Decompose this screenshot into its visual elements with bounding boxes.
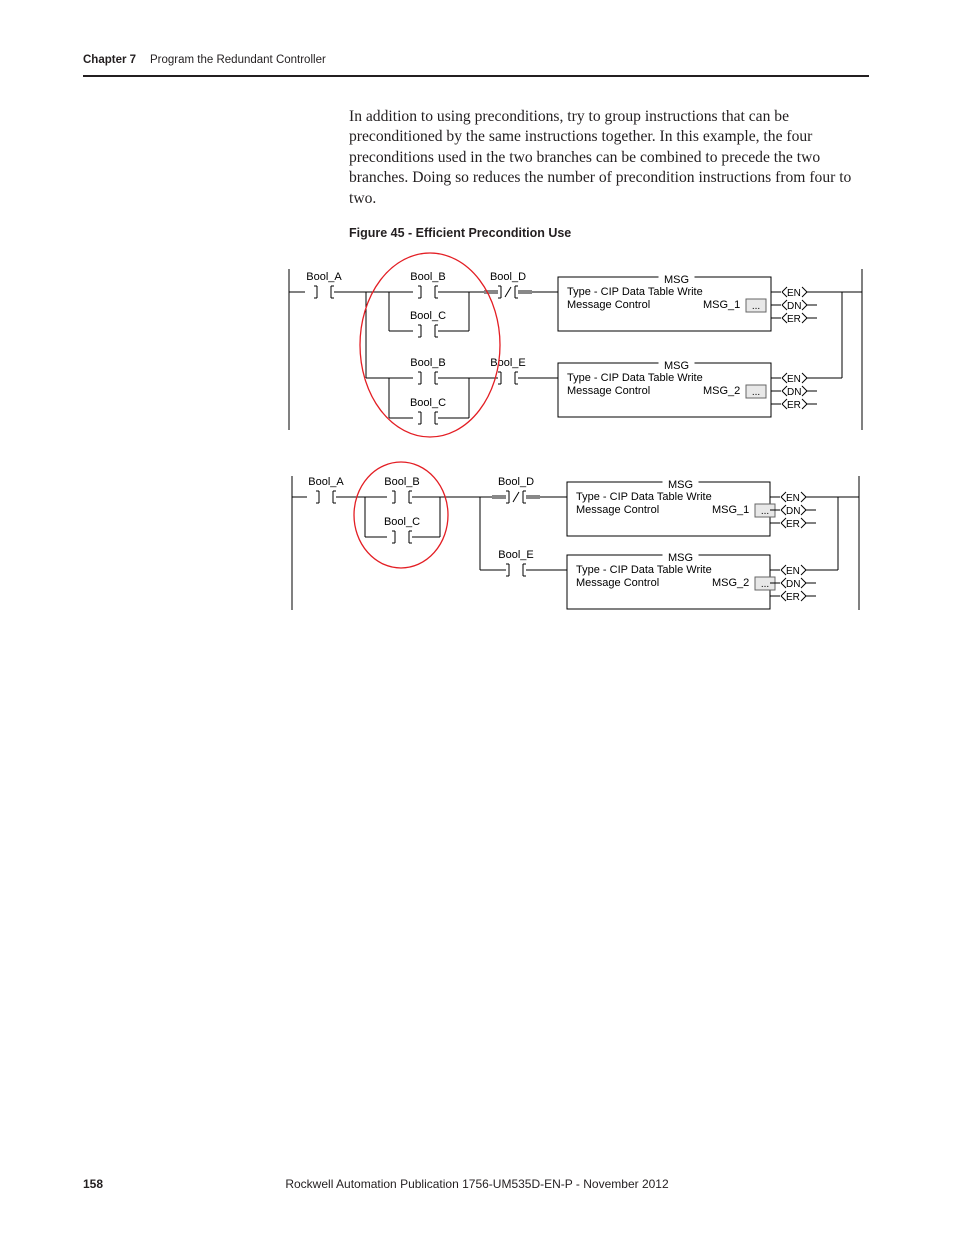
msg-block-2-out-bracket bbox=[802, 386, 807, 391]
bool-d-contact-1-power-flow bbox=[518, 290, 532, 294]
msg-block-4-out-bracket bbox=[801, 578, 806, 583]
msg-block-1-tag: MSG_1 bbox=[703, 299, 741, 311]
chapter-title: Program the Redundant Controller bbox=[150, 54, 326, 66]
msg-block-3-out-bracket bbox=[801, 505, 806, 510]
msg-block-2-browse-label: ... bbox=[751, 387, 761, 398]
msg-block-1-out-bracket bbox=[802, 287, 807, 292]
bool-d-contact-2-power-flow bbox=[526, 495, 540, 499]
bool-d-contact-2-label: Bool_D bbox=[497, 476, 535, 488]
msg-block-1-out-er: ER bbox=[787, 314, 801, 325]
body-paragraph: In addition to using preconditions, try to group instructions that can be preconditioned by the same instructions together. In this example, the four preconditions used in the two branches can be combined to precede the two branches. Doing so reduces the number of precondition instructions from four to two. bbox=[349, 108, 852, 207]
bool-e-contact-2-label: Bool_E bbox=[498, 549, 534, 561]
publication-info: Rockwell Automation Publication 1756-UM535D-EN-P - November 2012 bbox=[285, 1177, 669, 1191]
msg-block-2-out-dn: DN bbox=[787, 387, 802, 398]
chapter-label: Chapter 7 bbox=[83, 54, 137, 66]
msg-block-4-out-er: ER bbox=[786, 592, 800, 603]
bool-d-contact-2-power-flow bbox=[492, 495, 506, 499]
msg-block-1-type: Type - CIP Data Table Write bbox=[567, 286, 703, 298]
page-number: 158 bbox=[83, 1177, 104, 1191]
msg-block-2-title: MSG bbox=[663, 360, 690, 372]
msg-block-4-tag: MSG_2 bbox=[712, 577, 750, 589]
bool-b-contact-1-label: Bool_B bbox=[410, 271, 446, 283]
msg-block-3-out-bracket bbox=[801, 523, 806, 528]
msg-block-3-out-bracket bbox=[801, 497, 806, 502]
msg-block-1-title: MSG bbox=[663, 274, 690, 286]
msg-block-4-out-dn: DN bbox=[786, 579, 801, 590]
msg-block-4-out-bracket bbox=[801, 591, 806, 596]
msg-block-4-title: MSG bbox=[667, 552, 694, 564]
msg-block-3-tag: MSG_1 bbox=[712, 504, 750, 516]
msg-block-1-browse-label: ... bbox=[751, 301, 761, 312]
msg-block-1-out-bracket bbox=[802, 313, 807, 318]
msg-block-1-out-bracket bbox=[802, 292, 807, 297]
bool-b-contact-3-label: Bool_B bbox=[384, 476, 420, 488]
msg-block-1-out-bracket bbox=[802, 318, 807, 323]
msg-block-2-tag: MSG_2 bbox=[703, 385, 741, 397]
msg-block-1-control-label: Message Control bbox=[567, 299, 651, 311]
msg-block-3-out-bracket bbox=[801, 510, 806, 515]
msg-block-2-control-label: Message Control bbox=[567, 385, 651, 397]
msg-block-4-out-en: EN bbox=[786, 566, 800, 577]
msg-block-1-out-bracket bbox=[802, 300, 807, 305]
msg-block-2-out-bracket bbox=[802, 373, 807, 378]
msg-block-2-out-bracket bbox=[802, 378, 807, 383]
msg-block-2-out-bracket bbox=[802, 404, 807, 409]
bool-e-contact-1-label: Bool_E bbox=[490, 357, 526, 369]
msg-block-2-out-bracket bbox=[802, 391, 807, 396]
msg-block-2-out-bracket bbox=[802, 399, 807, 404]
msg-block-3-title: MSG bbox=[667, 479, 694, 491]
msg-block-4-out-bracket bbox=[801, 583, 806, 588]
msg-block-3-type: Type - CIP Data Table Write bbox=[576, 491, 712, 503]
msg-block-1-out-dn: DN bbox=[787, 301, 802, 312]
bool-a-contact-2-label: Bool_A bbox=[308, 476, 344, 488]
bool-d-contact-1-label: Bool_D bbox=[489, 271, 527, 283]
msg-block-1-out-bracket bbox=[802, 305, 807, 310]
msg-block-4-type: Type - CIP Data Table Write bbox=[576, 564, 712, 576]
bool-a-contact-1-label: Bool_A bbox=[306, 271, 342, 283]
msg-block-2-out-er: ER bbox=[787, 400, 801, 411]
msg-block-1-out-en: EN bbox=[787, 288, 801, 299]
bool-b-contact-2-label: Bool_B bbox=[410, 357, 446, 369]
msg-block-3-out-bracket bbox=[801, 518, 806, 523]
msg-block-4-out-bracket bbox=[801, 596, 806, 601]
bool-c-contact-1-label: Bool_C bbox=[409, 310, 447, 322]
msg-block-2-type: Type - CIP Data Table Write bbox=[567, 372, 703, 384]
msg-block-3-out-dn: DN bbox=[786, 506, 801, 517]
bool-d-contact-2-slash bbox=[513, 492, 519, 502]
figure-caption: Figure 45 - Efficient Precondition Use bbox=[349, 226, 572, 240]
msg-block-3-browse-label: ... bbox=[760, 506, 770, 517]
msg-block-4-control-label: Message Control bbox=[576, 577, 660, 589]
bool-d-contact-1-slash bbox=[505, 287, 511, 297]
msg-block-4-browse-label: ... bbox=[760, 579, 770, 590]
bool-c-contact-3-label: Bool_C bbox=[383, 516, 421, 528]
msg-block-2-out-en: EN bbox=[787, 374, 801, 385]
msg-block-3-out-en: EN bbox=[786, 493, 800, 504]
bool-c-contact-2-label: Bool_C bbox=[409, 397, 447, 409]
msg-block-3-out-bracket bbox=[801, 492, 806, 497]
msg-block-4-out-bracket bbox=[801, 565, 806, 570]
msg-block-3-control-label: Message Control bbox=[576, 504, 660, 516]
msg-block-3-out-er: ER bbox=[786, 519, 800, 530]
msg-block-4-out-bracket bbox=[801, 570, 806, 575]
